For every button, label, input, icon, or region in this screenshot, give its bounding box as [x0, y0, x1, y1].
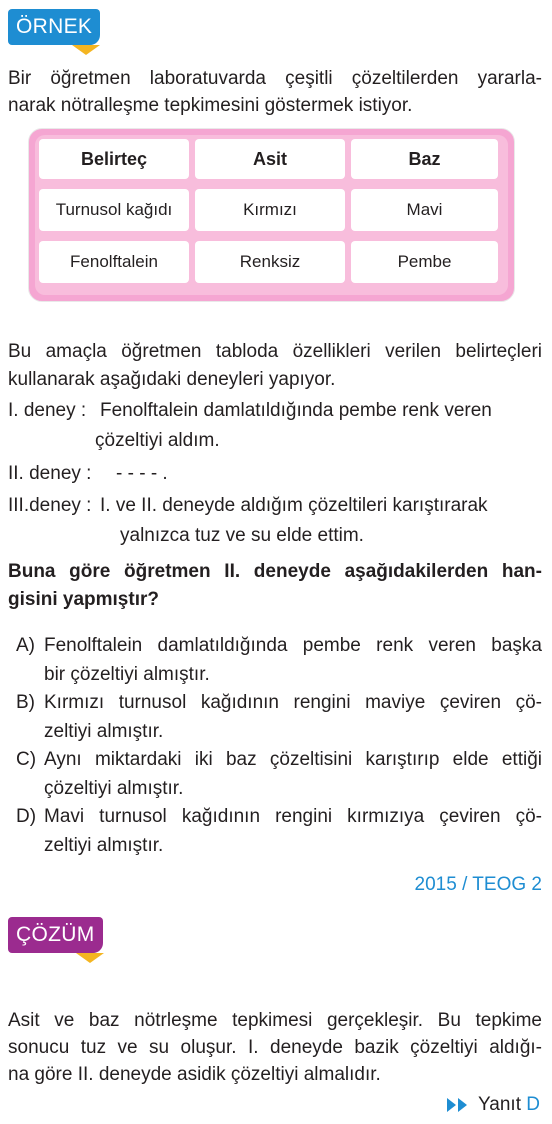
answer-letter: D [526, 1094, 540, 1115]
experiment-1-line-1: Fenolftalein damlatıldığında pembe renk veren [100, 400, 492, 421]
experiment-2-label: II. deney : [8, 463, 92, 484]
table-cell: Fenolftalein [39, 241, 189, 283]
table-cell: Kırmızı [195, 189, 345, 231]
solution-badge-tail [76, 953, 104, 963]
setup-line-1: Bu amaçla öğretmen tabloda özellikleri verilen belirteçleri [8, 341, 542, 362]
double-play-icon [447, 1094, 472, 1115]
option-d-label: D) [16, 806, 37, 827]
option-c-line-2: çözeltiyi almıştır. [44, 778, 184, 799]
experiment-1-label: I. deney : [8, 400, 87, 421]
table-cell: Renksiz [195, 241, 345, 283]
option-a-line-1: Fenolftalein damlatıldığında pembe renk veren başka [44, 635, 542, 656]
table-header-base: Baz [351, 139, 498, 179]
experiment-3-line-2: yalnızca tuz ve su elde ettim. [120, 525, 364, 546]
experiment-3-label: III.deney : [8, 495, 92, 516]
question-line-2: gisini yapmıştır? [8, 589, 159, 610]
table-cell: Turnusol kağıdı [39, 189, 189, 231]
answer [447, 1092, 540, 1118]
option-d-line-2: zeltiyi almıştır. [44, 835, 164, 856]
option-a[interactable] [16, 631, 542, 689]
source-label: 2015 / TEOG 2 [414, 874, 542, 895]
example-badge [8, 9, 100, 45]
indicator-table [28, 128, 515, 302]
experiment-2-line-1: - - - - . [116, 463, 168, 484]
table-cell: Pembe [351, 241, 498, 283]
option-c[interactable] [16, 745, 542, 803]
solution-line-1: Asit ve baz nötrleşme tepkimesi gerçekleşir. Bu tepkime [8, 1010, 542, 1031]
experiment-3-line-1: I. ve II. deneyde aldığım çözeltileri karıştırarak [100, 495, 488, 516]
solution-line-2: sonucu tuz ve su oluşur. I. deneyde bazik çözeltiyi aldığı- [8, 1037, 542, 1058]
option-d-line-1: Mavi turnusol kağıdının rengini kırmızıya çeviren çö- [44, 806, 542, 827]
option-b[interactable] [16, 688, 542, 746]
solution-badge [8, 917, 103, 953]
solution-line-3: na göre II. deneyde asidik çözeltiyi almalıdır. [8, 1064, 381, 1085]
solution-badge-label: ÇÖZÜM [16, 923, 95, 946]
intro-line-1: Bir öğretmen laboratuvarda çeşitli çözeltilerden yararla- [8, 68, 542, 89]
intro-line-2: narak nötralleşme tepkimesini göstermek istiyor. [8, 95, 413, 116]
option-c-line-1: Aynı miktardaki iki baz çözeltisini karıştırıp elde ettiği [44, 749, 542, 770]
option-b-label: B) [16, 692, 35, 713]
experiment-1-line-2: çözeltiyi aldım. [95, 430, 220, 451]
option-d[interactable] [16, 802, 542, 860]
option-c-label: C) [16, 749, 37, 770]
example-badge-tail [72, 45, 100, 55]
table-header-indicator: Belirteç [39, 139, 189, 179]
option-b-line-2: zeltiyi almıştır. [44, 721, 164, 742]
answer-label: Yanıt [478, 1094, 521, 1115]
question-line-1: Buna göre öğretmen II. deneyde aşağıdakilerden han- [8, 561, 542, 582]
table-header-acid: Asit [195, 139, 345, 179]
setup-line-2: kullanarak aşağıdaki deneyleri yapıyor. [8, 369, 336, 390]
option-b-line-1: Kırmızı turnusol kağıdının rengini maviye çeviren çö- [44, 692, 542, 713]
option-a-line-2: bir çözeltiyi almıştır. [44, 664, 210, 685]
option-a-label: A) [16, 635, 35, 656]
table-cell: Mavi [351, 189, 498, 231]
example-badge-label: ÖRNEK [16, 15, 93, 38]
